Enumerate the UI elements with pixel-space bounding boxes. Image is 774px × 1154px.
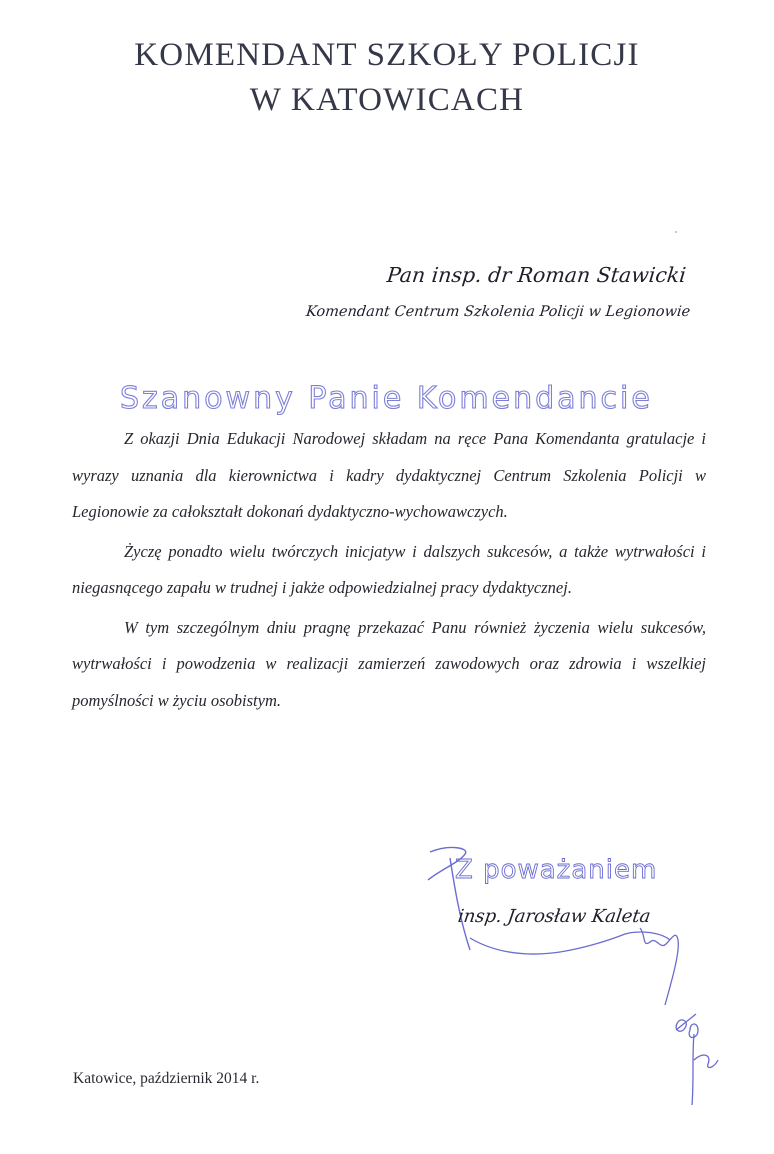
letterhead-line-2: W KATOWICACH [249, 82, 525, 118]
initials-scribble [668, 1000, 728, 1110]
scan-speck [675, 231, 677, 233]
recipient-name: Pan insp. dr Roman Stawicki [385, 263, 688, 287]
body-paragraph: Z okazji Dnia Edukacji Narodowej składam na ręce Pana Komendanta gratulacje i wyrazy uznania dla kierownictwa i kadry dydaktycznej Centrum Szkolenia Policji w Legionowie za całokształt dokonań dydaktyczno-wychowawczych. [72, 429, 706, 521]
letter-body [72, 421, 706, 722]
handwritten-salutation [120, 372, 680, 422]
closing-handwritten: Z poważaniem [455, 855, 658, 885]
place-and-date: Katowice, październik 2014 r. [73, 1070, 260, 1087]
body-paragraph: W tym szczególnym dniu pragnę przekazać Panu również życzenia wielu sukcesów, wytrwałości i powodzenia w realizacji zamierzeń zawodowych oraz zdrowia i wszelkiej pomyślności w życiu osobistym. [72, 617, 706, 710]
salutation-text: Szanowny Panie Komendancie [120, 381, 653, 416]
body-paragraph: Życzę ponadto wielu twórczych inicjatyw i dalszych sukcesów, a także wytrwałości i niegasnącego zapału w trudnej i jakże odpowiedzialnej pracy dydaktycznej. [72, 541, 706, 597]
recipient-title: Komendant Centrum Szkolenia Policji w Legionowie [304, 304, 691, 320]
signatory-name: insp. Jarosław Kaleta [456, 906, 652, 927]
letterhead-line-1: KOMENDANT SZKOŁY POLICJI [134, 37, 640, 73]
